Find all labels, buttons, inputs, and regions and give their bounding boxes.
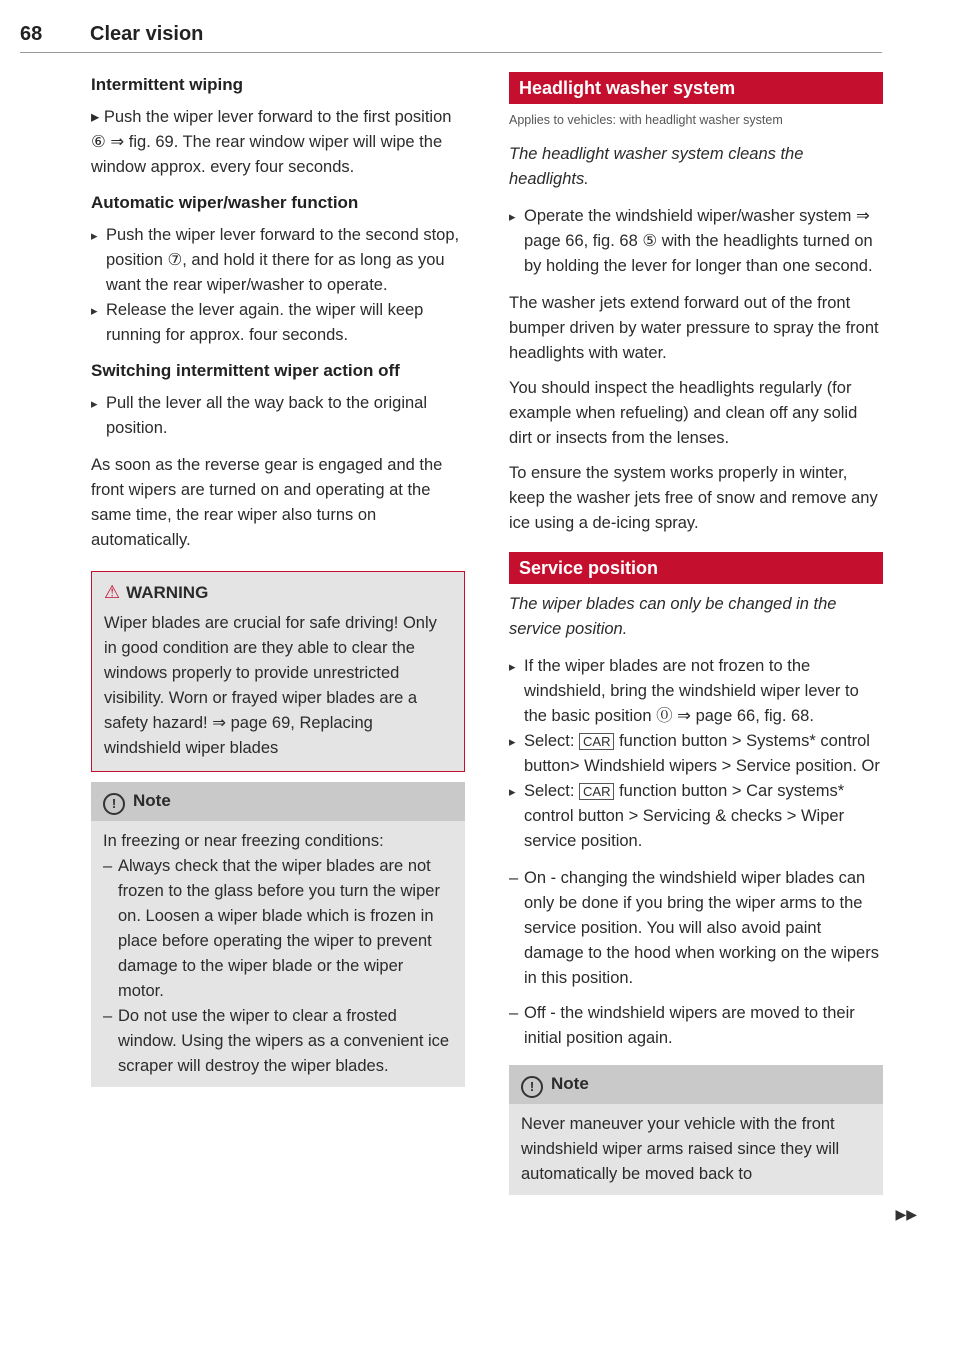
headlight-para-2: You should inspect the headlights regularly (for example when refueling) and clean off any solid dirt or insects from the lenses. bbox=[509, 379, 858, 447]
service-step-3-text: function button > Car systems* control button > Servicing & checks > Wiper service position. bbox=[524, 782, 845, 850]
headlight-para-3: To ensure the system works properly in winter, keep the washer jets free of snow and remove any ice using a de-icing spray. bbox=[509, 464, 878, 532]
note-title-left: Note bbox=[133, 791, 171, 810]
heading-auto: Automatic wiper/washer function bbox=[91, 193, 359, 212]
service-step-3 bbox=[509, 779, 883, 854]
page-header bbox=[20, 22, 882, 53]
left-column bbox=[91, 72, 465, 1087]
applies-to: Applies to vehicles: with headlight washer system bbox=[509, 113, 783, 127]
switch-step-1: ▸ Pull the lever all the way back to the original position. bbox=[91, 391, 465, 441]
select-label-2: Select: bbox=[524, 782, 580, 800]
info-icon: ! bbox=[103, 793, 125, 815]
page-number: 68 bbox=[20, 23, 43, 45]
right-column bbox=[509, 72, 917, 1222]
note-box-right bbox=[509, 1065, 883, 1195]
note-body-right: Never maneuver your vehicle with the front windshield wiper arms raised since they will automatically be moved back to bbox=[521, 1115, 840, 1183]
reverse-gear-paragraph: As soon as the reverse gear is engaged and the front wipers are turned on and operating at the same time, the rear wiper also turns on automatically. bbox=[91, 456, 443, 549]
intermittent-step: ▸ Push the wiper lever forward to the first position ⑥ ⇒ fig. 69. The rear window wiper will wipe the window approx. every four seconds. bbox=[91, 108, 452, 176]
warning-title: WARNING bbox=[126, 583, 209, 602]
service-step-2-text: function button > Systems* control button> Windshield wipers > Service position. Or bbox=[524, 732, 880, 775]
note-title-right: Note bbox=[551, 1074, 589, 1093]
note-header-right bbox=[509, 1065, 883, 1104]
car-button-glyph: CAR bbox=[579, 733, 614, 750]
headlight-washer-banner: Headlight washer system bbox=[509, 72, 883, 104]
auto-step-1: ▸ Push the wiper lever forward to the second stop, position ⑦, and hold it there for as long as you want the rear wiper/washer to operate. bbox=[91, 223, 465, 298]
heading-switch-off: Switching intermittent wiper action off bbox=[91, 361, 400, 380]
heading-intermittent: Intermittent wiping bbox=[91, 75, 244, 94]
service-step-1: ▸ If the wiper blades are not frozen to the windshield, bring the windshield wiper lever to the basic position ⓪ ⇒ page 66, fig. 68. bbox=[509, 654, 883, 729]
service-off: – Off - the windshield wipers are moved to their initial position again. bbox=[509, 1001, 883, 1051]
car-button-glyph-2: CAR bbox=[579, 783, 614, 800]
chapter-title: Clear vision bbox=[90, 23, 204, 45]
note-header-left bbox=[91, 782, 465, 821]
service-position-banner: Service position bbox=[509, 552, 883, 584]
service-intro: The wiper blades can only be changed in the service position. bbox=[509, 595, 837, 638]
headlight-para-1: The washer jets extend forward out of the front bumper driven by water pressure to spray the front headlights with water. bbox=[509, 294, 879, 362]
service-on: – On - changing the windshield wiper blades can only be done if you bring the wiper arms to the service position. You will also avoid paint damage to the hood when working on the wipers in this position. bbox=[509, 866, 883, 991]
note-item-1: – Always check that the wiper blades are not frozen to the glass before you turn the wiper on. Loosen a wiper blade which is frozen in place before operating the wiper to prevent damage to the wiper blade or the wiper motor. bbox=[103, 854, 453, 1004]
note-body-left bbox=[91, 821, 465, 1087]
service-step-2 bbox=[509, 729, 883, 779]
continue-arrow-icon: ▶▶ bbox=[895, 1206, 917, 1222]
note-box-left bbox=[91, 782, 465, 1087]
warning-box bbox=[91, 571, 465, 772]
warning-header bbox=[92, 572, 464, 609]
note-intro: In freezing or near freezing conditions: bbox=[103, 832, 384, 850]
auto-step-2: ▸ Release the lever again. the wiper will keep running for approx. four seconds. bbox=[91, 298, 465, 348]
select-label: Select: bbox=[524, 732, 580, 750]
headlight-intro: The headlight washer system cleans the headlights. bbox=[509, 145, 804, 188]
warning-text: Wiper blades are crucial for safe driving! Only in good condition are they able to clear the windows properly to provide unrestricted visibility. Worn or frayed wiper blades are a safety hazard! ⇒ page 69, Replacing windshield wiper blades bbox=[104, 614, 437, 757]
headlight-step-1: ▸ Operate the windshield wiper/washer system ⇒ page 66, fig. 68 ⑤ with the headlights turned on by holding the lever for longer than one second. bbox=[509, 204, 883, 279]
info-icon: ! bbox=[521, 1076, 543, 1098]
note-item-2: – Do not use the wiper to clear a frosted window. Using the wipers as a convenient ice scraper will destroy the wiper blades. bbox=[103, 1004, 453, 1079]
warning-triangle-icon: ⚠ bbox=[104, 582, 121, 602]
